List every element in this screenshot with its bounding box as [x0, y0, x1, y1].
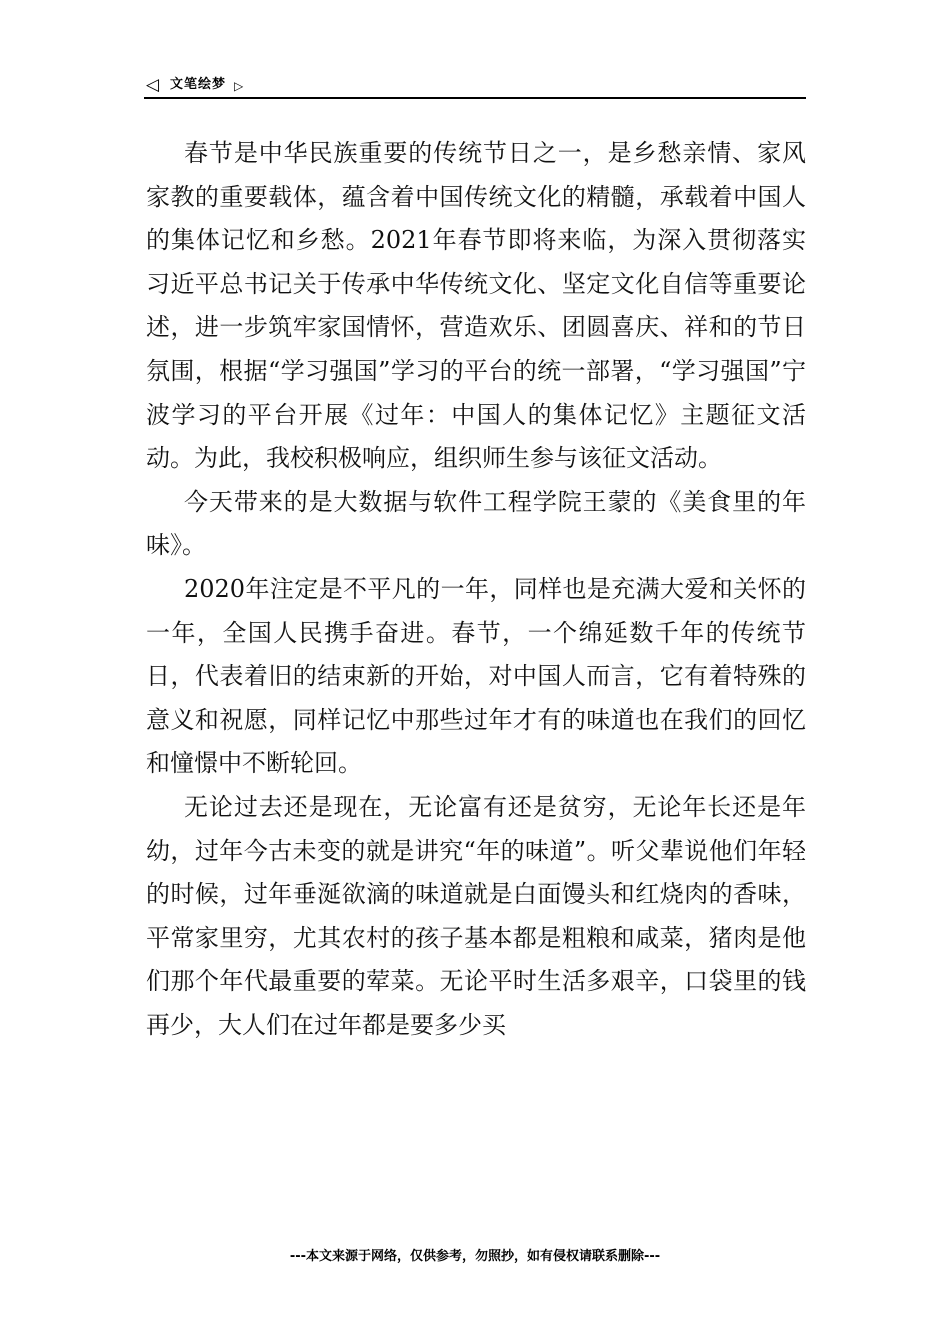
- header-title: 文笔绘梦: [170, 77, 227, 92]
- page-footer: ---本文来源于网络，仅供参考，勿照抄，如有侵权请联系删除---: [289, 1249, 661, 1264]
- header-divider: [144, 97, 806, 99]
- article-body: [146, 132, 806, 1047]
- triangle-left-icon: ◁: [146, 75, 160, 95]
- paragraph-taste: 无论过去还是现在，无论富有还是贫穷，无论年长还是年幼，过年今古未变的就是讲究“年的味道”。听父辈说他们年轻的时候，过年垂涎欲滴的味道就是白面馒头和红烧肉的香味，平常家里穷，尤其农村的孩子基本都是粗粮和咸菜，猪肉是他们那个年代最重要的荤菜。无论平时生活多艰辛，口袋里的钱再少，大人们在过年都是要多少买: [146, 792, 806, 1039]
- triangle-right-icon: ▷: [234, 79, 244, 93]
- page-header: [146, 74, 806, 98]
- paragraph-intro: 春节是中华民族重要的传统节日之一，是乡愁亲情、家风家教的重要载体，蕴含着中国传统文化的精髓，承载着中国人的集体记忆和乡愁。2021年春节即将来临，为深入贯彻落实习近平总书记关于传承中华传统文化、坚定文化自信等重要论述，进一步筑牢家国情怀，营造欢乐、团圆喜庆、祥和的节日氛围，根据“学习强国”学习的平台的统一部署，“学习强国”宁波学习的平台开展《过年：中国人的集体记忆》主题征文活动。为此，我校积极响应，组织师生参与该征文活动。: [146, 139, 806, 473]
- paragraph-2020: 2020年注定是不平凡的一年，同样也是充满大爱和关怀的一年，全国人民携手奋进。春节，一个绵延数千年的传统节日，代表着旧的结束新的开始，对中国人而言，它有着特殊的意义和祝愿，同样记忆中那些过年才有的味道也在我们的回忆和憧憬中不断轮回。: [146, 574, 806, 778]
- paragraph-announcement: 今天带来的是大数据与软件工程学院王蒙的《美食里的年味》。: [146, 487, 806, 560]
